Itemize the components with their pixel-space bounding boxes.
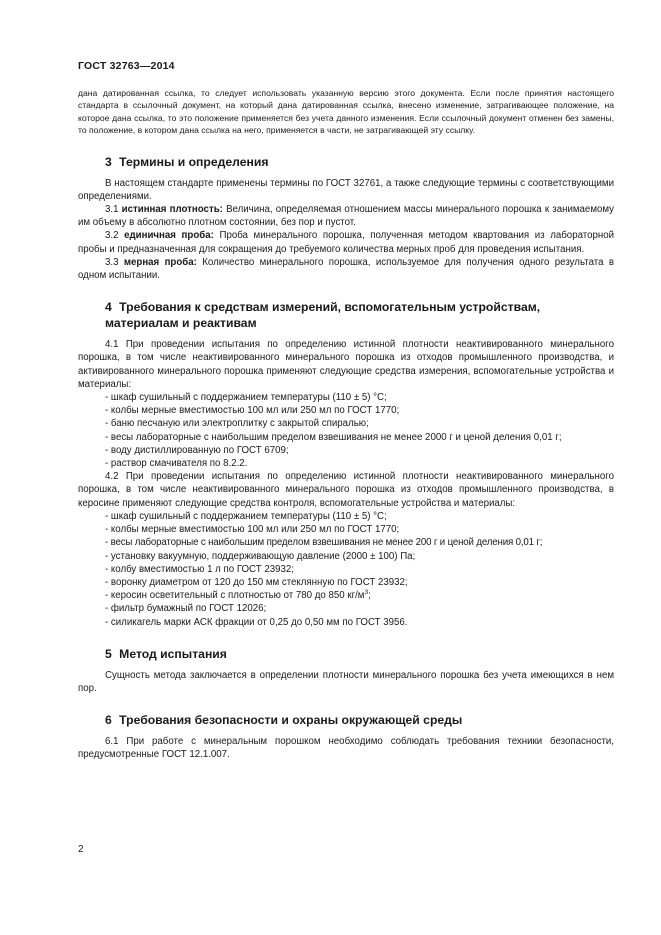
section-number: 3 [105, 154, 112, 169]
paragraph: 4.2 При проведении испытания по определению истинной плотности неактивированного минерального порошка, в том числе неактивированного минерального порошка из отходов промышленного производства, в керосине применяют следующие средства контроля, вспомогательные устройства и материалы: [78, 471, 614, 509]
list-item: - установку вакуумную, поддерживающую давление (2000 ± 100) Па; [105, 550, 416, 562]
standard-header: ГОСТ 32763—2014 [78, 60, 175, 72]
paragraph: В настоящем стандарте применены термины по ГОСТ 32761, а также следующие термины с соответствующими определениями. [78, 177, 614, 202]
term-3-1 [78, 203, 614, 229]
document-page [78, 60, 614, 762]
section-4-heading [78, 299, 614, 331]
term-definition: Проба минерального порошка, полученная методом квартования из лабораторной пробы и предназначенная для сокращения до требуемого количества мерных проб для проведения испытания. [78, 230, 615, 255]
list-item: - силикагель марки АСК фракции от 0,25 до 0,50 мм по ГОСТ 3956. [105, 616, 408, 628]
section-3-heading [78, 154, 614, 170]
section-6-body [78, 735, 614, 761]
section-title: Требования безопасности и охраны окружающей среды [119, 713, 463, 728]
term-definition: Количество минерального порошка, используемое для получения одного результата в одном испытании. [78, 256, 614, 282]
list-item: - колбу вместимостью 1 л по ГОСТ 23932; [105, 563, 294, 575]
paragraph: Сущность метода заключается в определении плотности минерального порошка без учета имеющихся в нем пор. [78, 669, 614, 694]
term-name: единичная проба: [124, 230, 214, 242]
term-number: 3.1 [105, 204, 119, 216]
superscript: 3 [364, 588, 369, 596]
list-item: - колбы мерные вместимостью 100 мл или 250 мл по ГОСТ 1770; [105, 405, 400, 417]
list-item: - раствор смачивателя по 8.2.2. [105, 458, 248, 470]
section-3-body [78, 177, 614, 283]
term-number: 3.3 [105, 256, 119, 268]
term-name: мерная проба: [123, 256, 197, 268]
section-number: 5 [105, 646, 112, 661]
list-item: - весы лабораторные с наибольшим пределом взвешивания не менее 2000 г и ценой деления 0,01 г; [105, 431, 562, 443]
intro-paragraph: дана датированная ссылка, то следует использовать указанную версию этого документа. Если после принятия настоящего стандарта в ссылочный документ, на который дана датированная ссылка, внесено изменение, затрагивающее положение, на которое дана ссылка, то это положение применяется без учета данного изменения. Если ссылочный документ отменен без замены, то положение, в котором дана ссылка на него, применяется в части, не затрагивающей эту ссылку. [78, 88, 614, 136]
term-3-3 [78, 256, 614, 282]
list-item-text: - керосин осветительный с плотностью от 780 до 850 кг/м [105, 590, 365, 602]
section-6-heading [78, 712, 614, 728]
list-item-kerosene [78, 589, 614, 602]
list-item: - колбы мерные вместимостью 100 мл или 250 мл по ГОСТ 1770; [105, 524, 400, 536]
section-title: Метод испытания [119, 646, 227, 661]
list-item: - шкаф сушильный с поддержанием температуры (110 ± 5) °C; [105, 392, 387, 404]
section-5-body [78, 669, 614, 695]
list-item: - шкаф сушильный с поддержанием температуры (110 ± 5) °C; [105, 510, 387, 522]
page-number: 2 [78, 844, 84, 855]
term-definition: Величина, определяемая отношением массы минерального порошка к занимаемому им объему в абсолютно плотном состоянии, без пор и пустот. [78, 204, 614, 229]
paragraph: 4.1 При проведении испытания по определению истинной плотности неактивированного минерального порошка, в том числе неактивированного минерального порошка из отходов промышленного производства, и активированного минерального порошка применяют следующие средства измерения, вспомогательные устройства и материалы: [78, 339, 614, 390]
list-item: - воду дистиллированную по ГОСТ 6709; [105, 444, 289, 456]
intro-block [78, 87, 614, 137]
section-4-body [78, 338, 614, 628]
term-name: истинная плотность: [121, 204, 223, 216]
list-item: - баню песчаную или электроплитку с закрытой спиралью; [105, 418, 369, 430]
list-item: - воронку диаметром от 120 до 150 мм стеклянную по ГОСТ 23932; [105, 576, 408, 588]
section-title: Требования к средствам измерений, вспомогательным устройствам, [119, 300, 541, 315]
list-item: - фильтр бумажный по ГОСТ 12026; [105, 603, 267, 615]
section-title: Термины и определения [119, 154, 269, 169]
list-item: - весы лабораторные с наибольшим пределом взвешивания не менее 200 г и ценой деления 0,01 г; [105, 537, 543, 549]
section-title-cont: материалам и реактивам [105, 316, 257, 331]
term-number: 3.2 [105, 230, 119, 242]
list-item-tail: ; [368, 590, 371, 602]
paragraph: 6.1 При работе с минеральным порошком необходимо соблюдать требования техники безопасности, предусмотренные ГОСТ 12.1.007. [78, 736, 614, 761]
term-3-2 [78, 229, 614, 255]
section-number: 6 [105, 713, 112, 728]
section-number: 4 [105, 300, 112, 315]
section-5-heading [78, 646, 614, 662]
